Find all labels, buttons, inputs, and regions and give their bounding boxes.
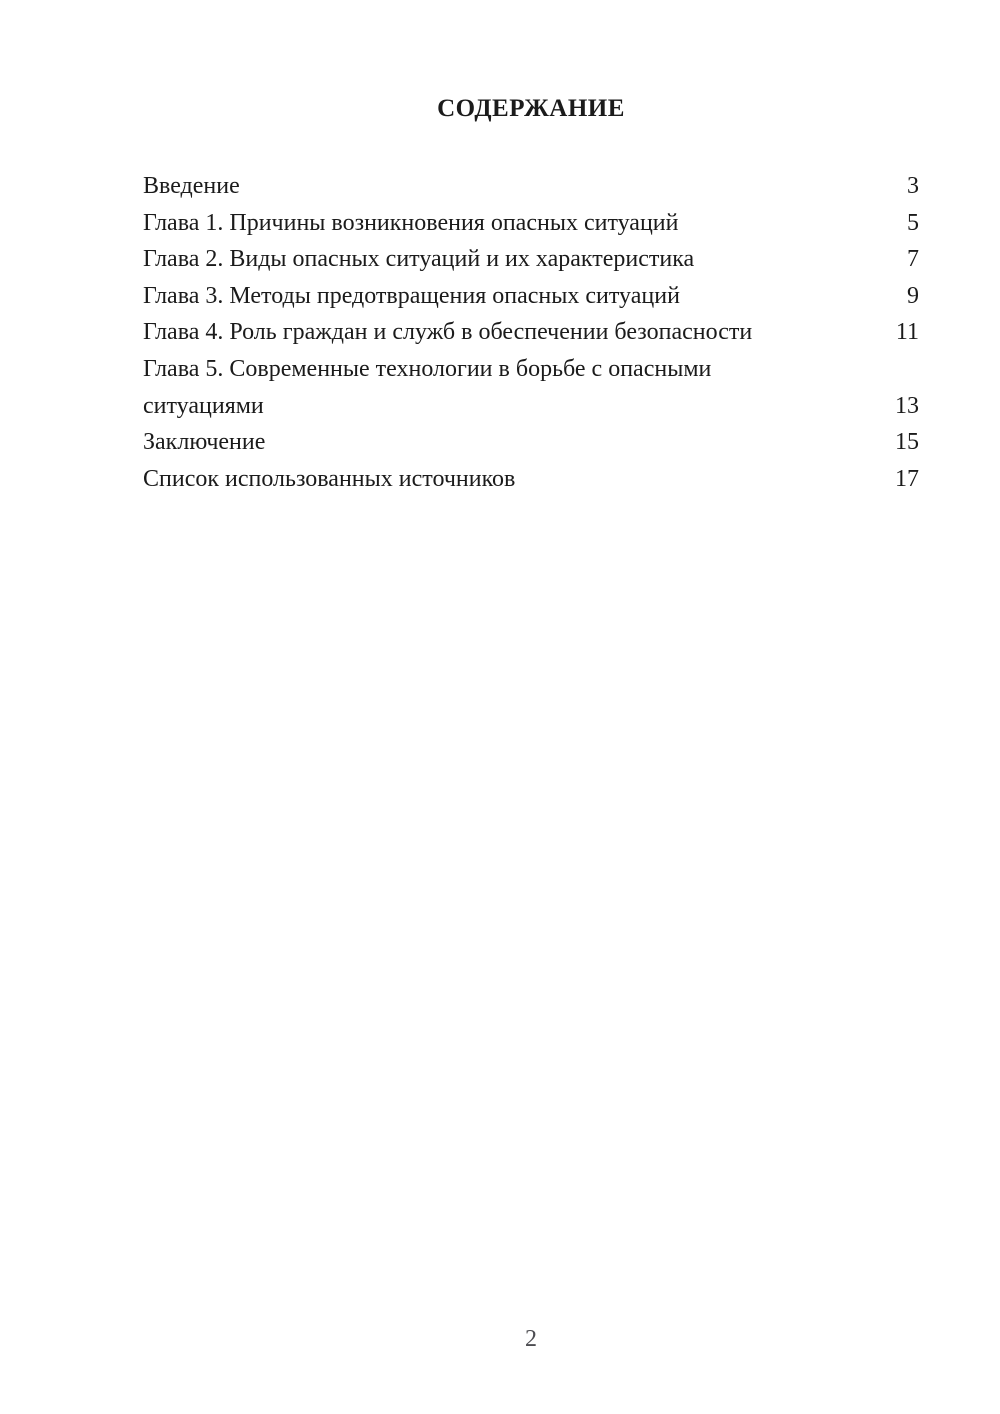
toc-entry-page-number: 3 (907, 173, 919, 199)
toc-entry-page-number: 9 (907, 282, 919, 309)
toc-entry-page-number: 15 (895, 429, 919, 456)
page-title: СОДЕРЖАНИЕ (437, 95, 625, 122)
toc-entry-page-number: 17 (895, 465, 919, 492)
toc-entry-chapter-4 (143, 314, 919, 351)
toc-entry-label: Глава 5. Современные технологии в борьбе с опасными ситуациями (143, 355, 712, 419)
toc-entry-label: Глава 1. Причины возникновения опасных ситуаций (143, 209, 679, 236)
toc-entry-chapter-2 (143, 241, 919, 278)
toc-entry-page-number: 11 (895, 319, 919, 346)
toc-entry-label: Список использованных источников (143, 465, 516, 492)
toc-entry-label: Введение (143, 173, 240, 199)
toc-entry-chapter-5 (143, 351, 919, 424)
toc-entry-chapter-3 (143, 278, 919, 315)
page-content (143, 0, 919, 497)
table-of-contents (143, 168, 919, 497)
toc-entry-page-number: 5 (907, 209, 919, 236)
toc-entry-label: Глава 4. Роль граждан и служб в обеспечении безопасности (143, 319, 753, 346)
toc-entry-chapter-1 (143, 205, 919, 242)
toc-entry-conclusion (143, 424, 919, 461)
toc-entry-label: Глава 3. Методы предотвращения опасных ситуаций (143, 282, 680, 309)
toc-entry-page-number: 13 (895, 392, 919, 419)
footer-page-number: 2 (525, 1326, 537, 1352)
toc-entry-page-number: 7 (907, 246, 919, 273)
toc-entry-label: Глава 2. Виды опасных ситуаций и их характеристика (143, 246, 695, 273)
toc-entry-references (143, 461, 919, 498)
toc-entry-label: Заключение (143, 429, 266, 456)
toc-entry-introduction (143, 168, 919, 205)
